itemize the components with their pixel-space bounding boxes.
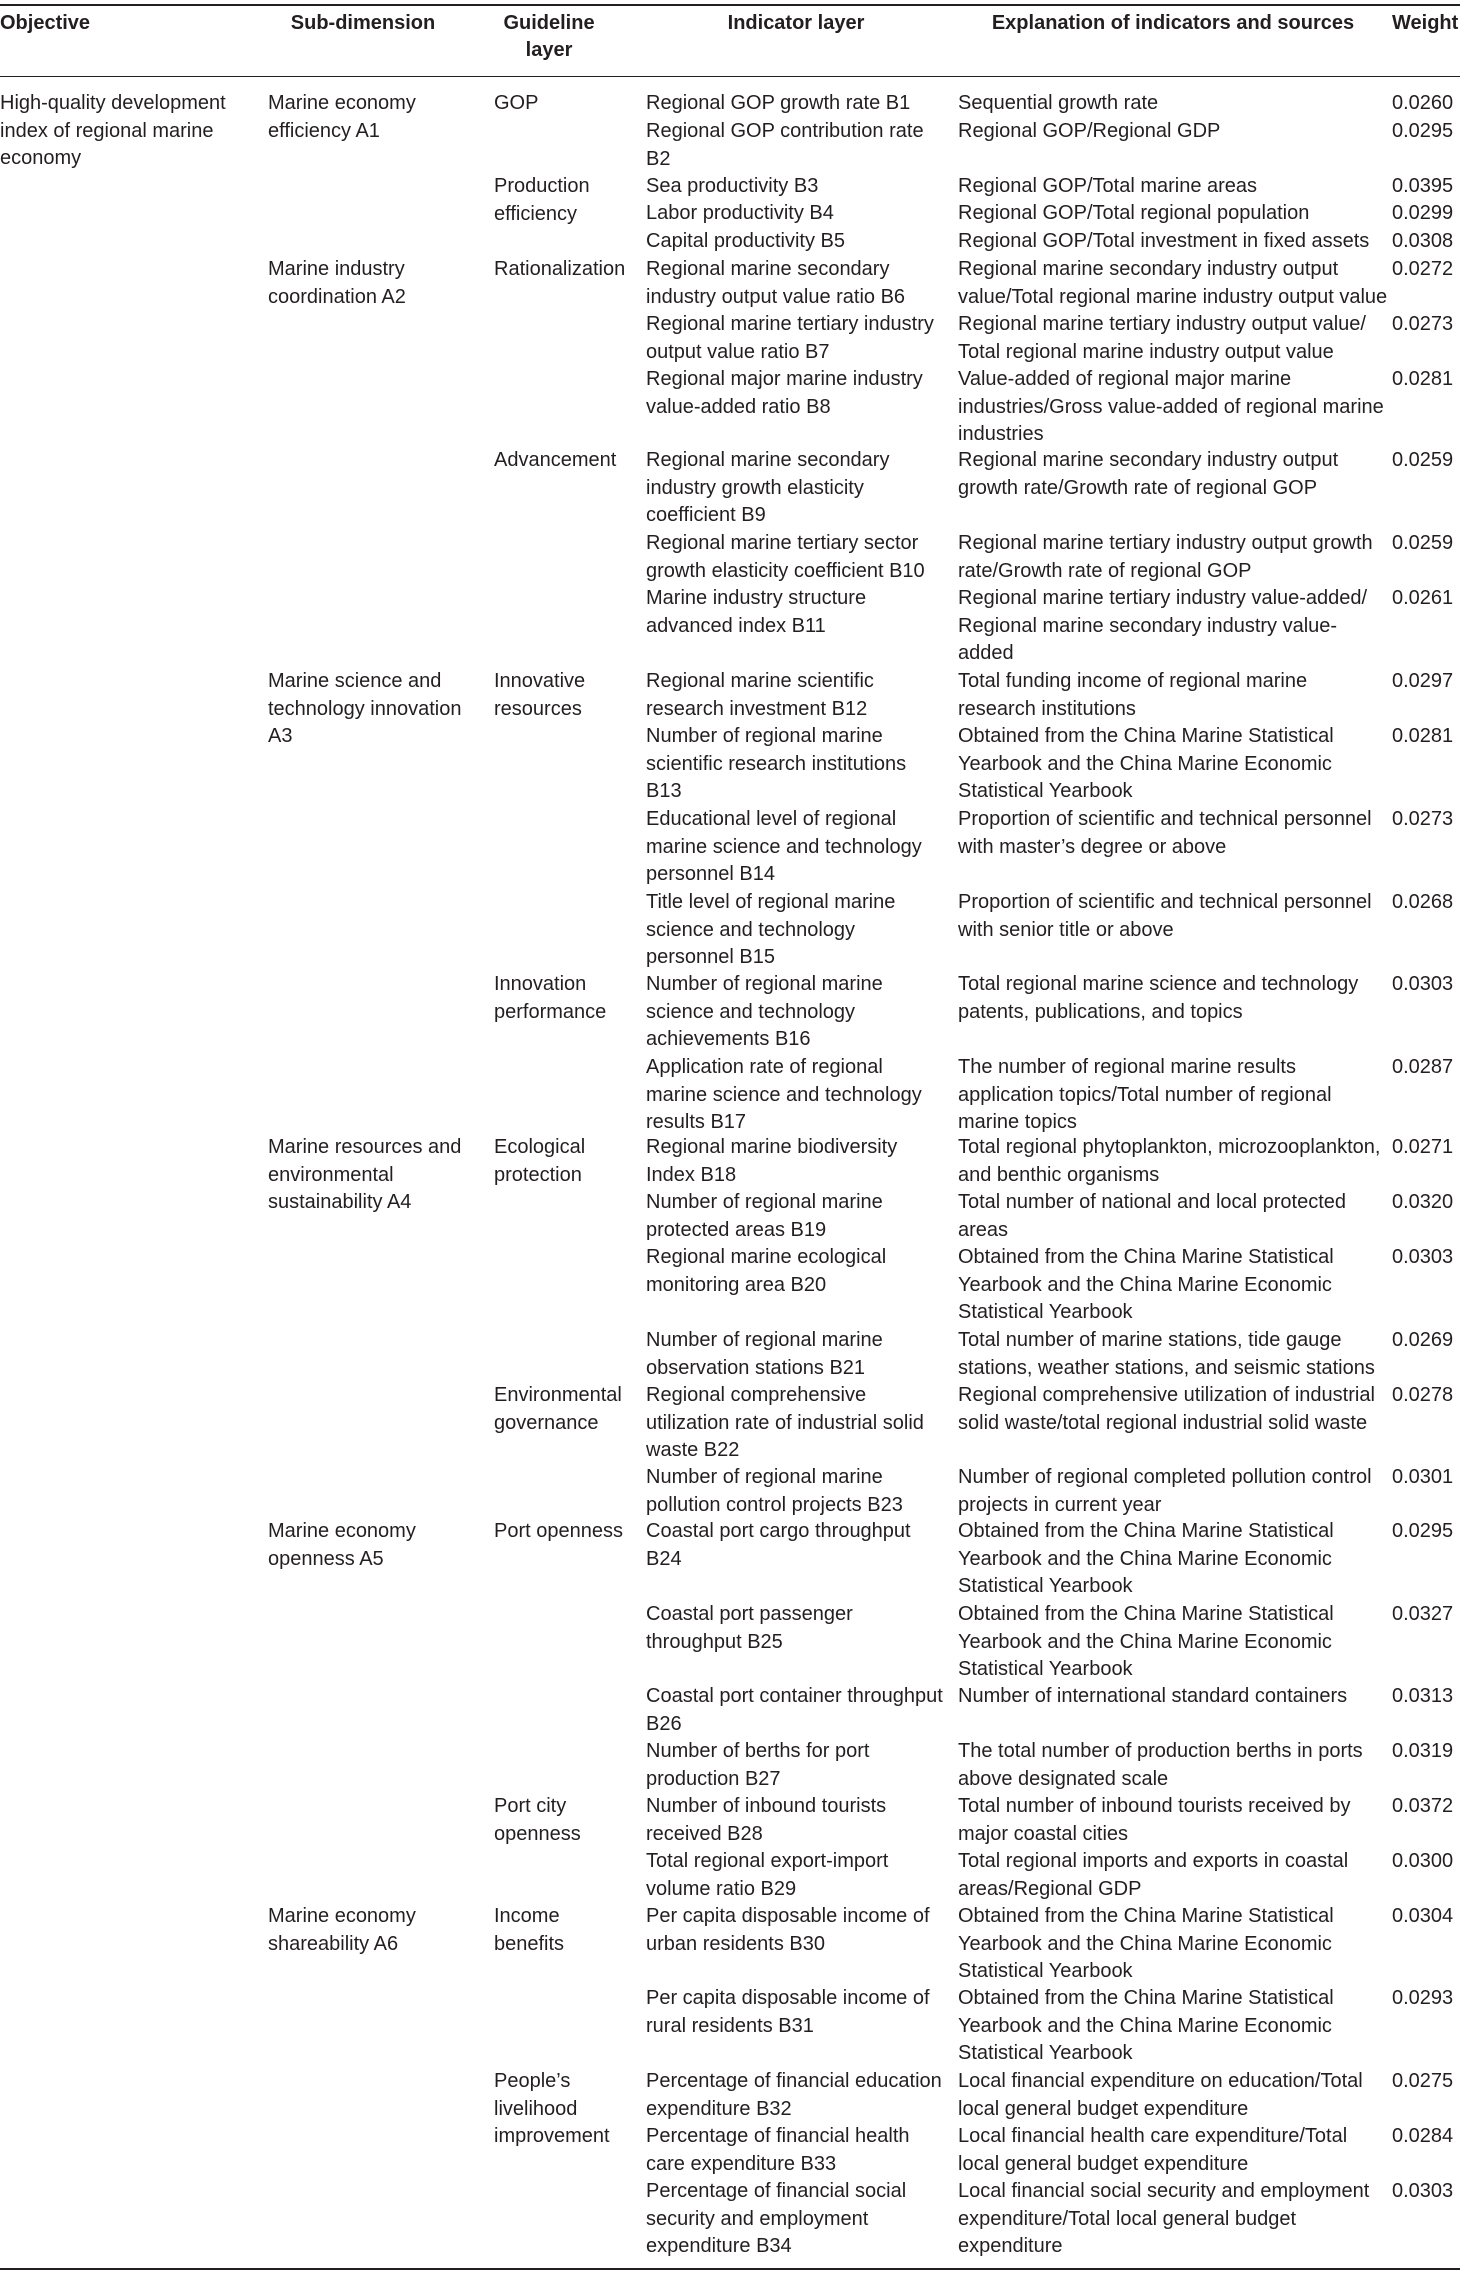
indicator-cell: Number of berths for port production B27	[646, 1740, 870, 1790]
explanation-cell: Regional marine tertiary industry output growth rate/Growth rate of regional GOP	[958, 532, 1373, 582]
guideline-cell: Environmental governance	[494, 1384, 622, 1434]
explanation-cell: Regional GOP/Total investment in fixed assets	[958, 230, 1370, 252]
sub-dimension-cell: Marine economy efficiency A1	[268, 92, 416, 142]
indicator-cell: Number of inbound tourists received B28	[646, 1795, 887, 1845]
sub-dimension-cell: Marine economy shareability A6	[268, 1905, 416, 1955]
indicator-cell: Capital productivity B5	[646, 230, 845, 252]
indicator-cell: Percentage of financial health care expenditure B33	[646, 2125, 910, 2175]
header-indicator: Indicator layer	[727, 12, 865, 34]
weight-cell: 0.0395	[1392, 175, 1454, 197]
weight-cell: 0.0281	[1392, 368, 1454, 390]
sub-dimension-cell: Marine science and technology innovation A3	[268, 670, 462, 747]
weight-cell: 0.0275	[1392, 2070, 1454, 2092]
indicator-cell: Total regional export-import volume ratio B29	[646, 1850, 889, 1900]
guideline-cell: Ecological protection	[494, 1136, 586, 1186]
indicator-cell: Number of regional marine science and technology achievements B16	[646, 973, 883, 1050]
indicator-cell: Title level of regional marine science and technology personnel B15	[646, 891, 896, 968]
guideline-cell: Income benefits	[494, 1905, 565, 1955]
weight-cell: 0.0259	[1392, 532, 1454, 554]
weight-cell: 0.0320	[1392, 1191, 1454, 1213]
indicator-cell: Regional GOP growth rate B1	[646, 92, 911, 114]
explanation-cell: Regional GOP/Total regional population	[958, 202, 1310, 224]
indicator-cell: Number of regional marine protected areas B19	[646, 1191, 883, 1241]
indicator-cell: Marine industry structure advanced index B11	[646, 587, 867, 637]
indicator-cell: Regional GOP contribution rate B2	[646, 120, 924, 170]
weight-cell: 0.0304	[1392, 1905, 1454, 1927]
indicator-cell: Regional comprehensive utilization rate of industrial solid waste B22	[646, 1384, 924, 1461]
indicator-cell: Per capita disposable income of urban residents B30	[646, 1905, 930, 1955]
weight-cell: 0.0278	[1392, 1384, 1454, 1406]
weight-cell: 0.0303	[1392, 2180, 1454, 2202]
indicator-cell: Regional marine tertiary industry output value ratio B7	[646, 313, 934, 363]
indicator-cell: Application rate of regional marine science and technology results B17	[646, 1056, 922, 1133]
weight-cell: 0.0295	[1392, 120, 1454, 142]
weight-cell: 0.0273	[1392, 808, 1454, 830]
indicator-cell: Number of regional marine observation stations B21	[646, 1329, 883, 1379]
explanation-cell: Obtained from the China Marine Statistical Yearbook and the China Marine Economic Statistical Yearbook	[958, 1603, 1334, 1680]
explanation-cell: Local financial health care expenditure/Total local general budget expenditure	[958, 2125, 1348, 2175]
guideline-cell: Production efficiency	[494, 175, 590, 225]
indicator-cell: Coastal port passenger throughput B25	[646, 1603, 853, 1653]
explanation-cell: Obtained from the China Marine Statistical Yearbook and the China Marine Economic Statistical Yearbook	[958, 725, 1334, 802]
explanation-cell: The number of regional marine results application topics/Total number of regional marine topics	[958, 1056, 1332, 1133]
explanation-cell: Proportion of scientific and technical personnel with master’s degree or above	[958, 808, 1372, 858]
indicator-cell: Per capita disposable income of rural residents B31	[646, 1987, 930, 2037]
explanation-cell: Regional marine secondary industry output value/Total regional marine industry output value	[958, 258, 1388, 308]
weight-cell: 0.0372	[1392, 1795, 1454, 1817]
guideline-cell: People’s livelihood improvement	[494, 2070, 610, 2147]
indicator-cell: Educational level of regional marine science and technology personnel B14	[646, 808, 922, 885]
weight-cell: 0.0301	[1392, 1466, 1454, 1488]
weight-cell: 0.0295	[1392, 1520, 1454, 1542]
explanation-cell: Regional GOP/Total marine areas	[958, 175, 1258, 197]
explanation-cell: Regional comprehensive utilization of industrial solid waste/total regional industrial solid waste	[958, 1384, 1375, 1434]
weight-cell: 0.0299	[1392, 202, 1454, 224]
weight-cell: 0.0272	[1392, 258, 1454, 280]
top-rule	[0, 4, 1460, 6]
indicator-cell: Regional marine scientific research investment B12	[646, 670, 874, 720]
weight-cell: 0.0273	[1392, 313, 1454, 335]
weight-cell: 0.0308	[1392, 230, 1454, 252]
explanation-cell: Regional marine tertiary industry value-added/ Regional marine secondary industry value-added	[958, 587, 1368, 664]
indicator-cell: Coastal port cargo throughput B24	[646, 1520, 911, 1570]
header-weight: Weight	[1392, 12, 1459, 34]
header-explanation: Explanation of indicators and sources	[991, 12, 1355, 34]
indicator-cell: Regional major marine industry value-added ratio B8	[646, 368, 923, 418]
indicator-cell: Sea productivity B3	[646, 175, 819, 197]
weight-cell: 0.0303	[1392, 1246, 1454, 1268]
explanation-cell: Obtained from the China Marine Statistical Yearbook and the China Marine Economic Statistical Yearbook	[958, 1520, 1334, 1597]
indicator-cell: Number of regional marine scientific research institutions B13	[646, 725, 907, 802]
sub-dimension-cell: Marine industry coordination A2	[268, 258, 406, 308]
bottom-rule	[0, 2268, 1460, 2270]
indicator-cell: Labor productivity B4	[646, 202, 834, 224]
explanation-cell: Number of international standard containers	[958, 1685, 1348, 1707]
guideline-cell: Advancement	[494, 449, 617, 471]
weight-cell: 0.0259	[1392, 449, 1454, 471]
explanation-cell: Regional GOP/Regional GDP	[958, 120, 1221, 142]
explanation-cell: Regional marine secondary industry output growth rate/Growth rate of regional GOP	[958, 449, 1339, 499]
weight-cell: 0.0313	[1392, 1685, 1454, 1707]
weight-cell: 0.0300	[1392, 1850, 1454, 1872]
explanation-cell: Local financial expenditure on education/Total local general budget expenditure	[958, 2070, 1363, 2120]
guideline-cell: Innovation performance	[494, 973, 607, 1023]
weight-cell: 0.0260	[1392, 92, 1454, 114]
weight-cell: 0.0271	[1392, 1136, 1454, 1158]
indicator-cell: Percentage of financial social security and employment expenditure B34	[646, 2180, 907, 2257]
weight-cell: 0.0284	[1392, 2125, 1454, 2147]
explanation-cell: Number of regional completed pollution control projects in current year	[958, 1466, 1372, 1516]
indicator-cell: Regional marine biodiversity Index B18	[646, 1136, 898, 1186]
explanation-cell: Total number of inbound tourists received by major coastal cities	[958, 1795, 1351, 1845]
indicator-cell: Regional marine secondary industry growth elasticity coefficient B9	[646, 449, 890, 526]
header-objective: Objective	[0, 12, 91, 34]
weight-cell: 0.0281	[1392, 725, 1454, 747]
weight-cell: 0.0261	[1392, 587, 1454, 609]
explanation-cell: Total number of marine stations, tide gauge stations, weather stations, and seismic stations	[958, 1329, 1375, 1379]
header-rule	[0, 76, 1460, 77]
weight-cell: 0.0327	[1392, 1603, 1454, 1625]
weight-cell: 0.0293	[1392, 1987, 1454, 2009]
explanation-cell: Total regional phytoplankton, microzooplankton, and benthic organisms	[958, 1136, 1381, 1186]
weight-cell: 0.0319	[1392, 1740, 1454, 1762]
explanation-cell: Total regional marine science and technology patents, publications, and topics	[958, 973, 1359, 1023]
indicator-cell: Coastal port container throughput B26	[646, 1685, 943, 1735]
explanation-cell: Total regional imports and exports in coastal areas/Regional GDP	[958, 1850, 1349, 1900]
weight-cell: 0.0303	[1392, 973, 1454, 995]
explanation-cell: Local financial social security and employment expenditure/Total local general budget expenditure	[958, 2180, 1370, 2257]
explanation-cell: Obtained from the China Marine Statistical Yearbook and the China Marine Economic Statistical Yearbook	[958, 1905, 1334, 1982]
weight-cell: 0.0287	[1392, 1056, 1454, 1078]
explanation-cell: Regional marine tertiary industry output value/ Total regional marine industry output value	[958, 313, 1366, 363]
explanation-cell: Total funding income of regional marine research institutions	[958, 670, 1308, 720]
explanation-cell: Obtained from the China Marine Statistical Yearbook and the China Marine Economic Statistical Yearbook	[958, 1987, 1334, 2064]
explanation-cell: Proportion of scientific and technical personnel with senior title or above	[958, 891, 1372, 941]
indicator-cell: Regional marine secondary industry output value ratio B6	[646, 258, 906, 308]
indicator-cell: Number of regional marine pollution control projects B23	[646, 1466, 903, 1516]
header-guideline: Guideline layer	[503, 12, 595, 61]
explanation-cell: Value-added of regional major marine industries/Gross value-added of regional marine industries	[958, 368, 1384, 445]
guideline-cell: Port openness	[494, 1520, 623, 1542]
explanation-cell: Obtained from the China Marine Statistical Yearbook and the China Marine Economic Statistical Yearbook	[958, 1246, 1334, 1323]
weight-cell: 0.0297	[1392, 670, 1454, 692]
sub-dimension-cell: Marine economy openness A5	[268, 1520, 416, 1570]
guideline-cell: GOP	[494, 92, 539, 114]
sub-dimension-cell: Marine resources and environmental sustainability A4	[268, 1136, 462, 1213]
indicator-cell: Percentage of financial education expenditure B32	[646, 2070, 942, 2120]
objective-cell: High-quality development index of regional marine economy	[0, 92, 226, 169]
explanation-cell: Total number of national and local protected areas	[958, 1191, 1347, 1241]
explanation-cell: The total number of production berths in ports above designated scale	[958, 1740, 1363, 1790]
guideline-cell: Innovative resources	[494, 670, 586, 720]
weight-cell: 0.0268	[1392, 891, 1454, 913]
guideline-cell: Port city openness	[494, 1795, 581, 1845]
weight-cell: 0.0269	[1392, 1329, 1454, 1351]
indicator-cell: Regional marine ecological monitoring area B20	[646, 1246, 887, 1296]
guideline-cell: Rationalization	[494, 258, 626, 280]
indicator-cell: Regional marine tertiary sector growth elasticity coefficient B10	[646, 532, 925, 582]
header-sub-dimension: Sub-dimension	[290, 12, 436, 34]
explanation-cell: Sequential growth rate	[958, 92, 1159, 114]
